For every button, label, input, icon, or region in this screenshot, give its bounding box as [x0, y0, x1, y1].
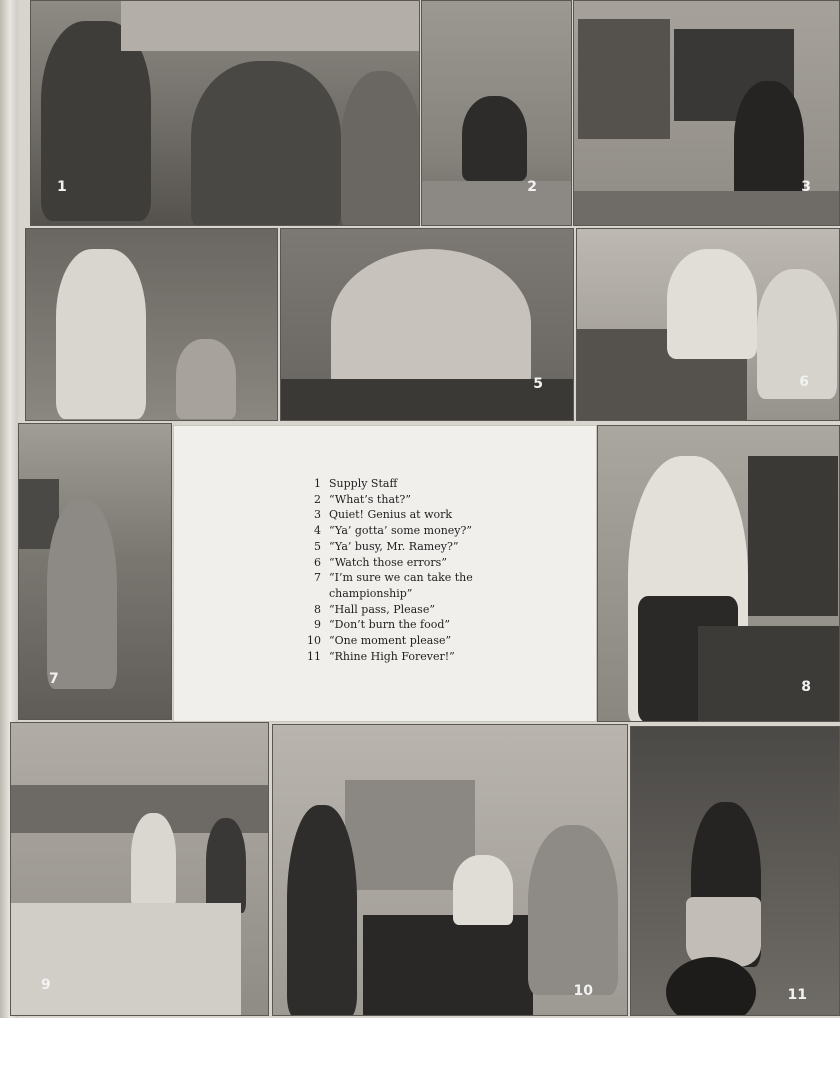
photo-number: 2: [527, 179, 537, 195]
caption-item: 6 “Watch those errors”: [314, 555, 447, 569]
caption-item: 3 Quiet! Genius at work: [314, 508, 453, 522]
photo-supply-staff: [30, 0, 420, 226]
photo-rhine-high-forever: [630, 726, 840, 1016]
photo-one-moment: [272, 724, 628, 1016]
photo-take-championship: [18, 423, 172, 720]
photo-number: 8: [801, 679, 811, 695]
photo-number: 10: [573, 983, 593, 999]
caption-item: 4 “Ya’ gotta’ some money?”: [314, 524, 473, 538]
caption-item: 9 “Don’t burn the food”: [314, 618, 451, 632]
photo-number: 7: [49, 671, 59, 687]
photo-hall-pass: [597, 425, 840, 722]
photo-number: 1: [57, 179, 67, 195]
photo-number: [257, 396, 267, 412]
photo-whats-that: [421, 0, 572, 226]
caption-panel: [173, 425, 597, 722]
caption-item: 11 “Rhine High Forever!”: [307, 649, 455, 663]
photo-genius-at-work: [573, 0, 840, 226]
caption-item: 7 “I’m sure we can take the championship”: [314, 571, 473, 600]
caption-item: 10 “One moment please”: [307, 634, 452, 648]
photo-number: 6: [799, 374, 809, 390]
photo-burn-the-food: [10, 722, 269, 1016]
caption-item: 1 Supply Staff: [314, 477, 398, 490]
caption-item: 2 “What’s that?”: [314, 492, 411, 506]
photo-watch-errors: [576, 228, 840, 421]
caption-item: 5 “Ya’ busy, Mr. Ramey?”: [314, 539, 459, 553]
photo-number: 5: [533, 376, 543, 392]
photo-busy-mr-ramey: [280, 228, 574, 421]
caption-item: 8 “Hall pass, Please”: [314, 602, 435, 616]
caption-list: [299, 476, 589, 664]
photo-number: 9: [41, 977, 51, 993]
photo-number: 11: [787, 987, 807, 1003]
photo-gotta-some-money: [25, 228, 278, 421]
photo-number: 3: [801, 179, 811, 195]
